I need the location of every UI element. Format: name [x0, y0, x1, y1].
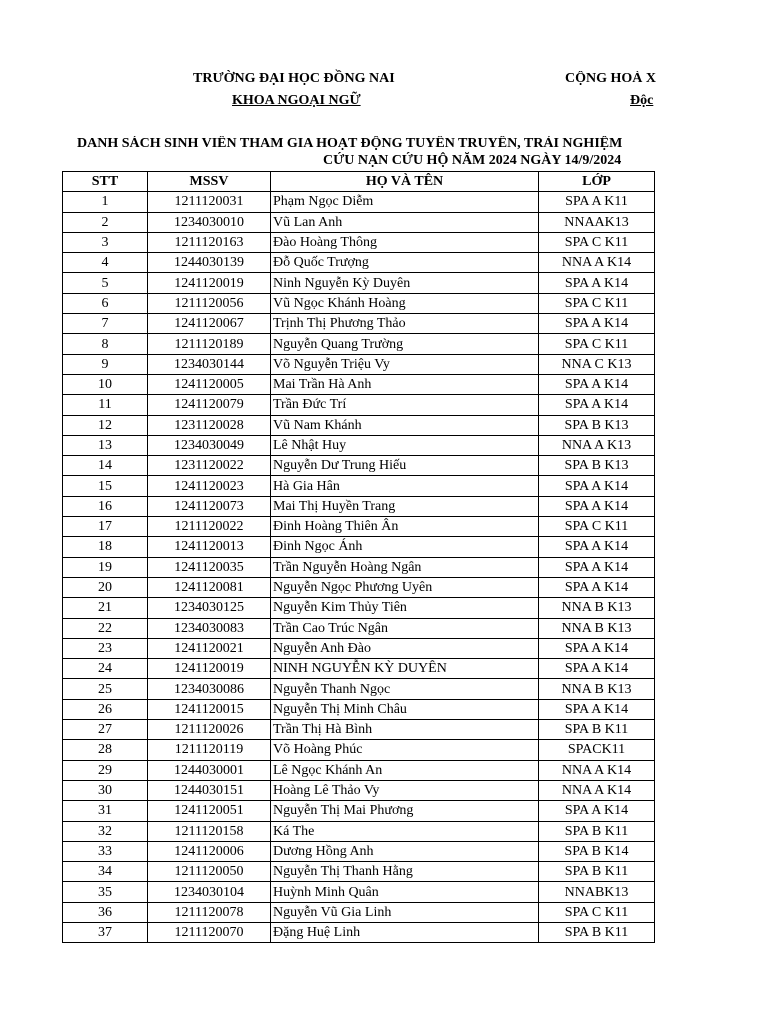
- table-row: [63, 882, 655, 902]
- row-mssv: 1241120073: [148, 496, 271, 516]
- header-class: LỚP: [539, 172, 655, 192]
- row-full-name: Trần Nguyễn Hoàng Ngân: [271, 557, 539, 577]
- row-stt: 3: [63, 232, 148, 252]
- row-class: NNABK13: [539, 882, 655, 902]
- row-mssv: 1211120163: [148, 232, 271, 252]
- row-stt: 35: [63, 882, 148, 902]
- row-full-name: Nguyễn Quang Trường: [271, 334, 539, 354]
- row-mssv: 1211120189: [148, 334, 271, 354]
- row-mssv: 1241120023: [148, 476, 271, 496]
- table-row: [63, 314, 655, 334]
- table-row: [63, 699, 655, 719]
- row-stt: 15: [63, 476, 148, 496]
- row-class: SPA C K11: [539, 334, 655, 354]
- row-full-name: Hoàng Lê Thảo Vy: [271, 780, 539, 800]
- row-stt: 19: [63, 557, 148, 577]
- table-row: [63, 577, 655, 597]
- row-mssv: 1234030125: [148, 598, 271, 618]
- row-full-name: Đỗ Quốc Trượng: [271, 253, 539, 273]
- row-mssv: 1244030151: [148, 780, 271, 800]
- row-stt: 33: [63, 841, 148, 861]
- row-full-name: Lê Nhật Huy: [271, 435, 539, 455]
- row-mssv: 1241120021: [148, 638, 271, 658]
- row-stt: 28: [63, 740, 148, 760]
- table-row: [63, 922, 655, 942]
- row-mssv: 1234030083: [148, 618, 271, 638]
- row-class: NNA B K13: [539, 618, 655, 638]
- table-row: [63, 456, 655, 476]
- table-row: [63, 496, 655, 516]
- row-stt: 32: [63, 821, 148, 841]
- table-row: [63, 740, 655, 760]
- row-class: NNA A K14: [539, 780, 655, 800]
- table-row: [63, 679, 655, 699]
- row-class: SPA B K11: [539, 862, 655, 882]
- row-stt: 24: [63, 659, 148, 679]
- row-stt: 4: [63, 253, 148, 273]
- row-full-name: Ninh Nguyễn Kỳ Duyên: [271, 273, 539, 293]
- row-stt: 37: [63, 922, 148, 942]
- row-class: SPA B K11: [539, 821, 655, 841]
- row-class: SPA A K14: [539, 699, 655, 719]
- row-stt: 12: [63, 415, 148, 435]
- table-row: [63, 760, 655, 780]
- row-full-name: Nguyễn Anh Đào: [271, 638, 539, 658]
- table-row: [63, 638, 655, 658]
- row-class: SPA A K14: [539, 557, 655, 577]
- document-title-line-1: DANH SÁCH SINH VIÊN THAM GIA HOẠT ĐỘNG TUYÊN TRUYỀN, TRẢI NGHIỆM: [77, 136, 623, 151]
- row-full-name: Nguyễn Thị Thanh Hằng: [271, 862, 539, 882]
- row-stt: 22: [63, 618, 148, 638]
- row-mssv: 1241120035: [148, 557, 271, 577]
- row-class: SPA A K14: [539, 577, 655, 597]
- row-mssv: 1241120015: [148, 699, 271, 719]
- row-full-name: Lê Ngọc Khánh An: [271, 760, 539, 780]
- row-class: NNA B K13: [539, 679, 655, 699]
- row-class: SPA C K11: [539, 517, 655, 537]
- row-full-name: Huỳnh Minh Quân: [271, 882, 539, 902]
- row-full-name: Võ Nguyễn Triệu Vy: [271, 354, 539, 374]
- row-mssv: 1234030010: [148, 212, 271, 232]
- row-mssv: 1241120067: [148, 314, 271, 334]
- row-full-name: Trần Cao Trúc Ngân: [271, 618, 539, 638]
- row-stt: 16: [63, 496, 148, 516]
- row-mssv: 1234030104: [148, 882, 271, 902]
- row-full-name: NINH NGUYỄN KỲ DUYÊN: [271, 659, 539, 679]
- row-stt: 21: [63, 598, 148, 618]
- row-stt: 27: [63, 720, 148, 740]
- row-mssv: 1241120019: [148, 659, 271, 679]
- row-mssv: 1244030139: [148, 253, 271, 273]
- table-row: [63, 801, 655, 821]
- table-row: [63, 232, 655, 252]
- row-class: SPA B K11: [539, 720, 655, 740]
- row-stt: 25: [63, 679, 148, 699]
- row-full-name: Nguyễn Thị Mai Phương: [271, 801, 539, 821]
- row-stt: 30: [63, 780, 148, 800]
- row-class: NNA A K14: [539, 253, 655, 273]
- row-stt: 2: [63, 212, 148, 232]
- table-row: [63, 537, 655, 557]
- row-full-name: Nguyễn Thị Minh Châu: [271, 699, 539, 719]
- row-stt: 13: [63, 435, 148, 455]
- document-title-line-2: CỨU NẠN CỨU HỘ NĂM 2024 NGÀY 14/9/2024: [323, 153, 622, 168]
- row-mssv: 1241120081: [148, 577, 271, 597]
- row-full-name: Vũ Ngọc Khánh Hoàng: [271, 293, 539, 313]
- row-mssv: 1241120019: [148, 273, 271, 293]
- row-class: SPA B K14: [539, 841, 655, 861]
- row-mssv: 1211120050: [148, 862, 271, 882]
- row-stt: 23: [63, 638, 148, 658]
- row-stt: 14: [63, 456, 148, 476]
- row-full-name: Nguyễn Ngọc Phương Uyên: [271, 577, 539, 597]
- row-mssv: 1211120026: [148, 720, 271, 740]
- row-class: SPA A K11: [539, 192, 655, 212]
- row-stt: 10: [63, 374, 148, 394]
- table-row: [63, 293, 655, 313]
- table-row: [63, 659, 655, 679]
- header-stt: STT: [63, 172, 148, 192]
- table-row: [63, 435, 655, 455]
- table-row: [63, 192, 655, 212]
- row-class: SPA A K14: [539, 314, 655, 334]
- row-stt: 34: [63, 862, 148, 882]
- row-full-name: Trần Đức Trí: [271, 395, 539, 415]
- table-row: [63, 212, 655, 232]
- table-row: [63, 476, 655, 496]
- row-class: SPA A K14: [539, 537, 655, 557]
- row-full-name: Đặng Huệ Linh: [271, 922, 539, 942]
- row-class: SPA B K13: [539, 456, 655, 476]
- row-mssv: 1211120078: [148, 902, 271, 922]
- row-stt: 5: [63, 273, 148, 293]
- table-row: [63, 598, 655, 618]
- row-mssv: 1211120056: [148, 293, 271, 313]
- table-row: [63, 902, 655, 922]
- student-list-table: [62, 171, 655, 943]
- row-mssv: 1244030001: [148, 760, 271, 780]
- table-row: [63, 618, 655, 638]
- row-stt: 17: [63, 517, 148, 537]
- row-full-name: Hà Gia Hân: [271, 476, 539, 496]
- row-full-name: Ká The: [271, 821, 539, 841]
- row-full-name: Vũ Nam Khánh: [271, 415, 539, 435]
- row-mssv: 1234030086: [148, 679, 271, 699]
- table-row: [63, 395, 655, 415]
- table-row: [63, 517, 655, 537]
- row-class: SPA C K11: [539, 902, 655, 922]
- row-class: NNA A K14: [539, 760, 655, 780]
- row-stt: 7: [63, 314, 148, 334]
- table-row: [63, 821, 655, 841]
- row-mssv: 1234030049: [148, 435, 271, 455]
- row-class: NNAAK13: [539, 212, 655, 232]
- row-full-name: Mai Thị Huyền Trang: [271, 496, 539, 516]
- row-class: SPACK11: [539, 740, 655, 760]
- row-full-name: Phạm Ngọc Diễm: [271, 192, 539, 212]
- row-class: SPA A K14: [539, 374, 655, 394]
- faculty-name: KHOA NGOẠI NGỮ: [232, 93, 361, 108]
- table-row: [63, 334, 655, 354]
- row-full-name: Đào Hoàng Thông: [271, 232, 539, 252]
- row-class: SPA A K14: [539, 638, 655, 658]
- row-class: SPA A K14: [539, 801, 655, 821]
- row-full-name: Mai Trần Hà Anh: [271, 374, 539, 394]
- row-stt: 26: [63, 699, 148, 719]
- row-stt: 1: [63, 192, 148, 212]
- row-class: NNA B K13: [539, 598, 655, 618]
- table-row: [63, 780, 655, 800]
- table-row: [63, 841, 655, 861]
- row-full-name: Võ Hoàng Phúc: [271, 740, 539, 760]
- row-class: SPA C K11: [539, 232, 655, 252]
- row-mssv: 1211120031: [148, 192, 271, 212]
- row-mssv: 1231120022: [148, 456, 271, 476]
- header-mssv: MSSV: [148, 172, 271, 192]
- row-mssv: 1241120079: [148, 395, 271, 415]
- table-row: [63, 253, 655, 273]
- table-row: [63, 557, 655, 577]
- row-mssv: 1231120028: [148, 415, 271, 435]
- table-row: [63, 862, 655, 882]
- row-stt: 20: [63, 577, 148, 597]
- row-class: SPA C K11: [539, 293, 655, 313]
- row-class: NNA A K13: [539, 435, 655, 455]
- school-name: TRƯỜNG ĐẠI HỌC ĐỒNG NAI: [193, 71, 395, 86]
- row-full-name: Đinh Hoàng Thiên Ân: [271, 517, 539, 537]
- row-full-name: Nguyễn Dư Trung Hiếu: [271, 456, 539, 476]
- row-stt: 11: [63, 395, 148, 415]
- row-stt: 18: [63, 537, 148, 557]
- row-full-name: Đinh Ngọc Ánh: [271, 537, 539, 557]
- row-mssv: 1241120013: [148, 537, 271, 557]
- row-class: SPA A K14: [539, 273, 655, 293]
- header-full-name: HỌ VÀ TÊN: [271, 172, 539, 192]
- row-full-name: Nguyễn Thanh Ngọc: [271, 679, 539, 699]
- row-mssv: 1234030144: [148, 354, 271, 374]
- table-header-row: [63, 172, 655, 192]
- row-stt: 31: [63, 801, 148, 821]
- row-mssv: 1241120051: [148, 801, 271, 821]
- row-mssv: 1211120022: [148, 517, 271, 537]
- table-row: [63, 374, 655, 394]
- row-mssv: 1211120158: [148, 821, 271, 841]
- row-full-name: Nguyễn Kim Thủy Tiên: [271, 598, 539, 618]
- row-stt: 6: [63, 293, 148, 313]
- row-mssv: 1241120006: [148, 841, 271, 861]
- row-stt: 29: [63, 760, 148, 780]
- table-row: [63, 273, 655, 293]
- row-class: SPA A K14: [539, 476, 655, 496]
- row-full-name: Trần Thị Hà Bình: [271, 720, 539, 740]
- row-mssv: 1211120070: [148, 922, 271, 942]
- row-stt: 9: [63, 354, 148, 374]
- row-full-name: Trịnh Thị Phương Thảo: [271, 314, 539, 334]
- row-full-name: Nguyễn Vũ Gia Linh: [271, 902, 539, 922]
- table-row: [63, 415, 655, 435]
- row-stt: 8: [63, 334, 148, 354]
- row-class: SPA A K14: [539, 659, 655, 679]
- row-mssv: 1241120005: [148, 374, 271, 394]
- row-full-name: Vũ Lan Anh: [271, 212, 539, 232]
- row-full-name: Dương Hồng Anh: [271, 841, 539, 861]
- row-class: SPA B K11: [539, 922, 655, 942]
- independence-motto: Độc: [630, 93, 654, 108]
- row-class: NNA C K13: [539, 354, 655, 374]
- table-row: [63, 354, 655, 374]
- row-class: SPA A K14: [539, 395, 655, 415]
- row-class: SPA B K13: [539, 415, 655, 435]
- table-row: [63, 720, 655, 740]
- row-mssv: 1211120119: [148, 740, 271, 760]
- row-stt: 36: [63, 902, 148, 922]
- republic-heading: CỘNG HOÀ X: [565, 71, 656, 86]
- row-class: SPA A K14: [539, 496, 655, 516]
